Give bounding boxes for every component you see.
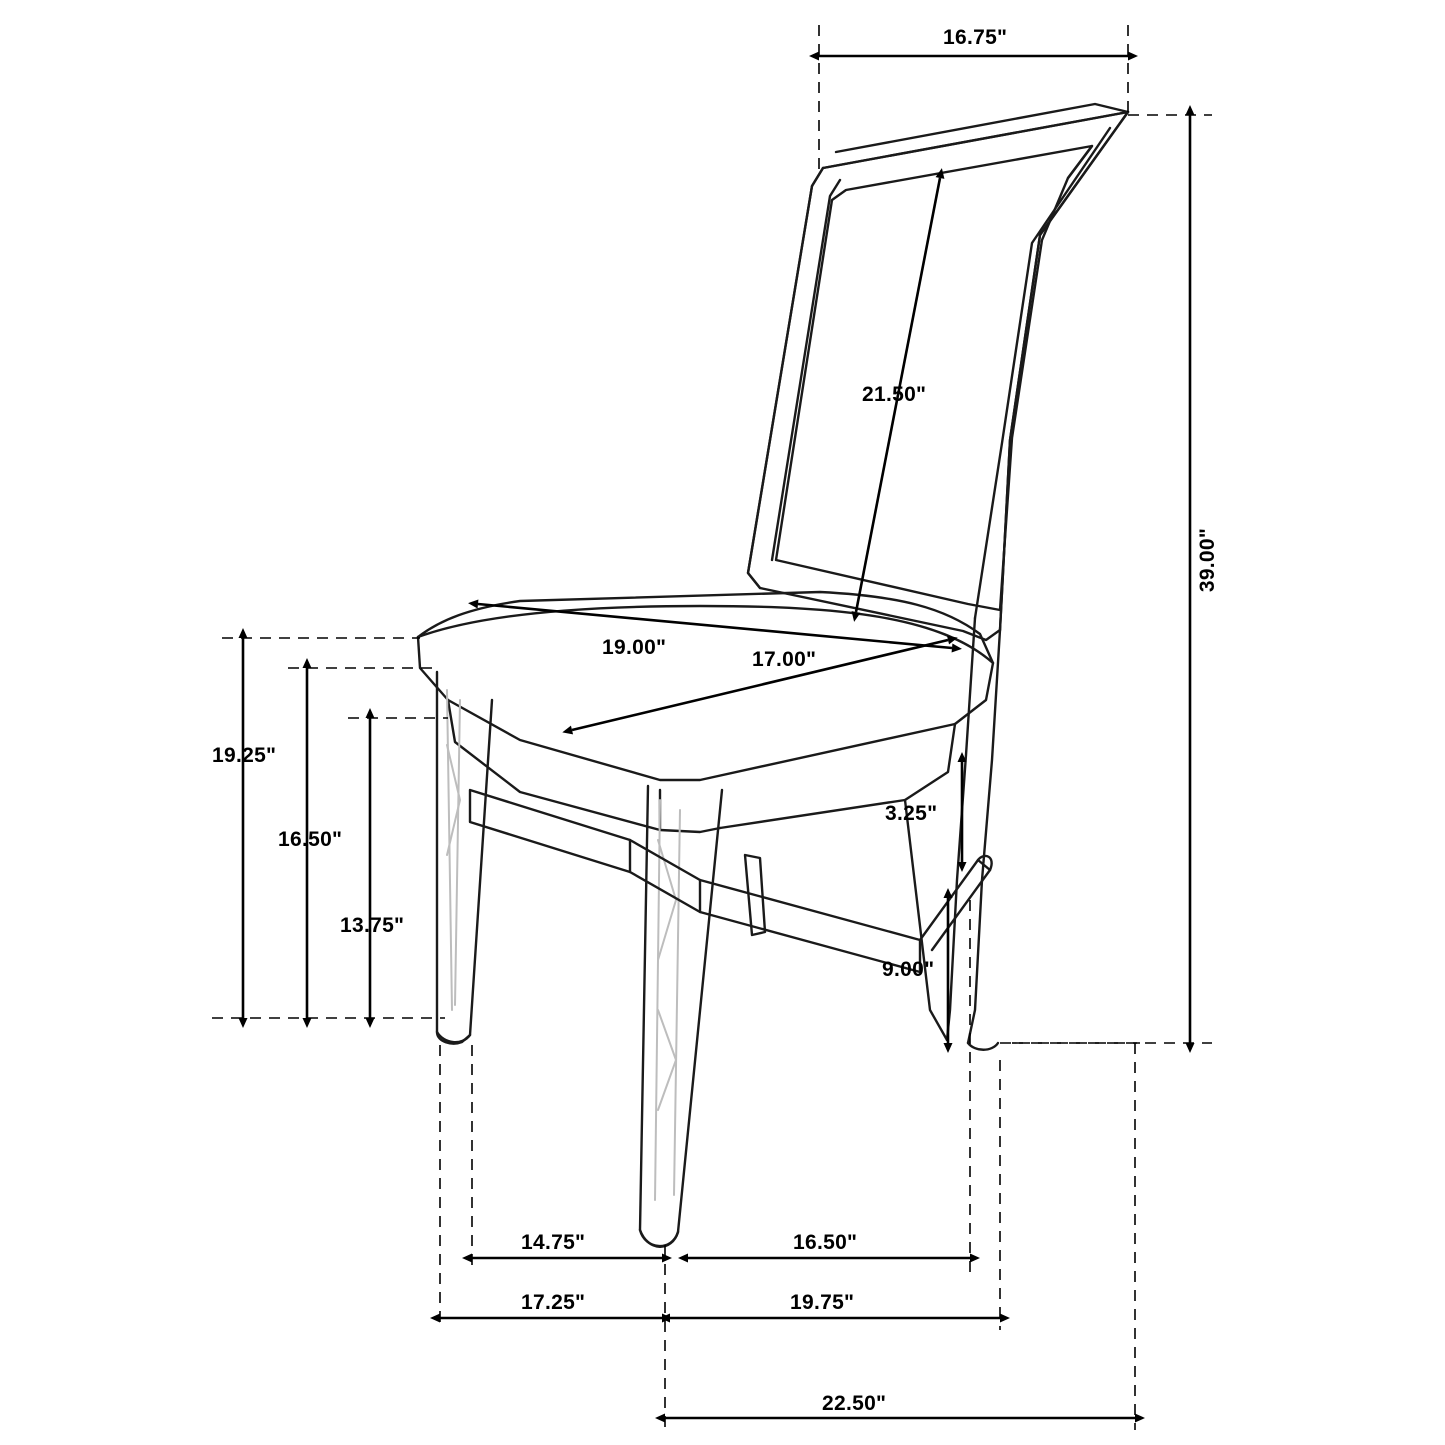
chair-outline xyxy=(418,104,1128,1247)
dimension-label-apron-depth: 3.25" xyxy=(885,802,938,825)
arrow-seat-depth xyxy=(478,604,952,648)
dimension-label-front-leg-span: 14.75" xyxy=(521,1231,586,1254)
dimension-label-seat-depth: 19.00" xyxy=(602,636,667,659)
dimension-label-back-height: 21.50" xyxy=(862,383,927,406)
dimension-label-seat-height-front: 19.25" xyxy=(212,744,277,767)
extension-lines xyxy=(212,25,1212,1430)
dimension-label-stretcher-height: 9.00" xyxy=(882,958,935,981)
dimension-label-overall-height: 39.00" xyxy=(1196,527,1219,593)
dimension-label-rear-leg-span: 16.50" xyxy=(793,1231,858,1254)
dimension-label-seat-height-mid: 16.50" xyxy=(278,828,343,851)
dimension-label-rear-depth: 19.75" xyxy=(790,1291,855,1314)
dimension-label-back-width: 16.75" xyxy=(943,26,1008,49)
dimension-label-seat-width: 17.00" xyxy=(752,648,817,671)
dimension-arrows xyxy=(243,56,1190,1418)
dimension-label-apron-height: 13.75" xyxy=(340,914,405,937)
dimension-label-front-depth: 17.25" xyxy=(521,1291,586,1314)
dimension-label-overall-depth: 22.50" xyxy=(822,1392,887,1415)
